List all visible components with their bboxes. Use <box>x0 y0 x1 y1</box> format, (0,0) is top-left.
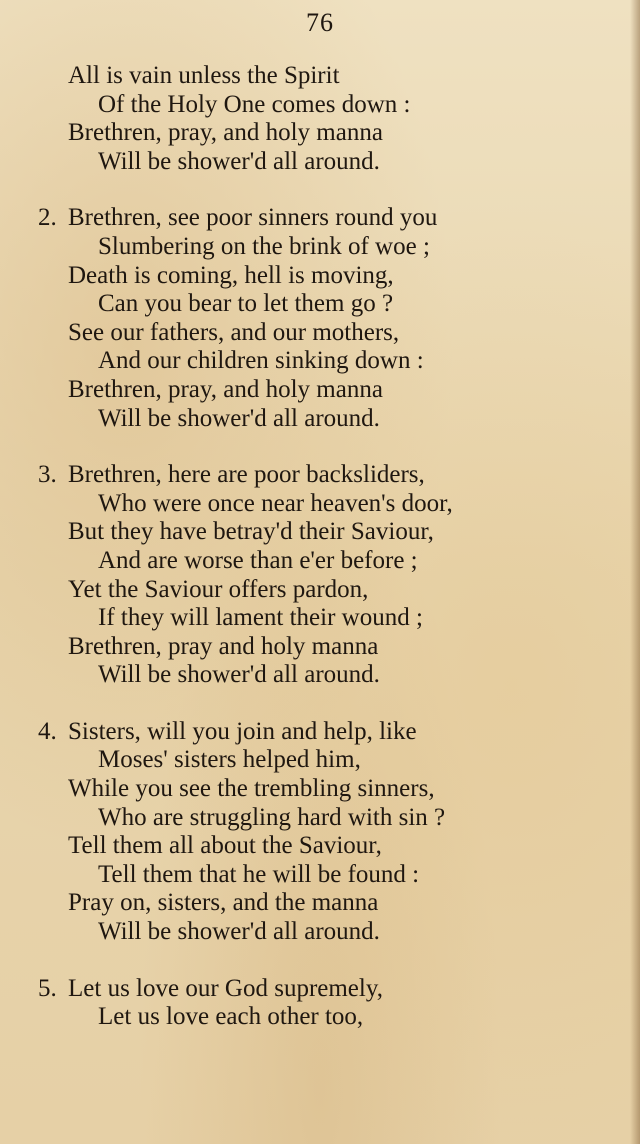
verse-line <box>0 518 640 547</box>
verse-line-text: Brethren, here are poor backsliders, <box>68 461 425 489</box>
verse-line-text: Who were once near heaven's door, <box>98 489 453 517</box>
verse-line <box>0 119 640 148</box>
verse-line <box>0 376 640 405</box>
verse-line-text: Brethren, pray, and holy manna <box>68 375 383 403</box>
verse-line <box>0 204 640 233</box>
verse-line <box>0 975 640 1004</box>
verse-line-text: Of the Holy One comes down : <box>98 90 411 118</box>
verse-line <box>0 405 640 434</box>
verse-line-text: See our fathers, and our mothers, <box>68 318 400 346</box>
hymn-text <box>0 62 640 1060</box>
stanza-number: 4. <box>38 717 57 745</box>
verse-line <box>0 633 640 662</box>
stanza <box>0 975 640 1032</box>
verse-line <box>0 604 640 633</box>
verse-line <box>0 576 640 605</box>
verse-line-text: If they will lament their wound ; <box>98 604 423 632</box>
stanza <box>0 461 640 690</box>
verse-line-text: Will be shower'd all around. <box>98 918 380 946</box>
stanza-number: 2. <box>38 204 57 232</box>
verse-line <box>0 918 640 947</box>
verse-line <box>0 319 640 348</box>
verse-line-text: Will be shower'd all around. <box>98 404 380 432</box>
verse-line <box>0 832 640 861</box>
verse-line <box>0 490 640 519</box>
verse-line <box>0 746 640 775</box>
stanza <box>0 718 640 947</box>
verse-line <box>0 889 640 918</box>
verse-line-text: Brethren, see poor sinners round you <box>68 204 438 232</box>
verse-line-text: Slumbering on the brink of woe ; <box>98 232 430 260</box>
verse-line <box>0 62 640 91</box>
verse-line <box>0 1003 640 1032</box>
verse-line <box>0 290 640 319</box>
stanza <box>0 62 640 176</box>
verse-line <box>0 661 640 690</box>
stanza-number: 3. <box>38 461 57 489</box>
stanza-number: 5. <box>38 974 57 1002</box>
verse-line <box>0 861 640 890</box>
verse-line <box>0 262 640 291</box>
verse-line <box>0 775 640 804</box>
verse-line-text: Who are struggling hard with sin ? <box>98 803 446 831</box>
verse-line <box>0 461 640 490</box>
verse-line-text: Tell them all about the Saviour, <box>68 832 382 860</box>
verse-line-text: Sisters, will you join and help, like <box>68 717 417 745</box>
verse-line-text: And our children sinking down : <box>98 347 424 375</box>
verse-line-text: Tell them that he will be found : <box>98 860 420 888</box>
verse-line <box>0 347 640 376</box>
verse-line-text: Will be shower'd all around. <box>98 147 380 175</box>
verse-line-text: Let us love our God supremely, <box>68 974 383 1002</box>
verse-line <box>0 718 640 747</box>
verse-line-text: Death is coming, hell is moving, <box>68 261 394 289</box>
verse-line-text: All is vain unless the Spirit <box>68 62 340 89</box>
stanza <box>0 204 640 433</box>
verse-line <box>0 233 640 262</box>
verse-line-text: Will be shower'd all around. <box>98 661 380 689</box>
verse-line-text: Let us love each other too, <box>98 1003 364 1031</box>
verse-line-text: And are worse than e'er before ; <box>98 546 418 574</box>
verse-line-text: While you see the trembling sinners, <box>68 775 435 803</box>
verse-line-text: Yet the Saviour offers pardon, <box>68 575 369 603</box>
verse-line <box>0 91 640 120</box>
verse-line <box>0 148 640 177</box>
verse-line-text: Can you bear to let them go ? <box>98 290 394 318</box>
verse-line-text: Brethren, pray, and holy manna <box>68 119 383 147</box>
verse-line-text: Moses' sisters helped him, <box>98 746 361 774</box>
verse-line <box>0 547 640 576</box>
page-number: 76 <box>306 8 334 37</box>
verse-line <box>0 804 640 833</box>
verse-line-text: Pray on, sisters, and the manna <box>68 889 379 917</box>
verse-line-text: But they have betray'd their Saviour, <box>68 518 434 546</box>
verse-line-text: Brethren, pray and holy manna <box>68 632 379 660</box>
